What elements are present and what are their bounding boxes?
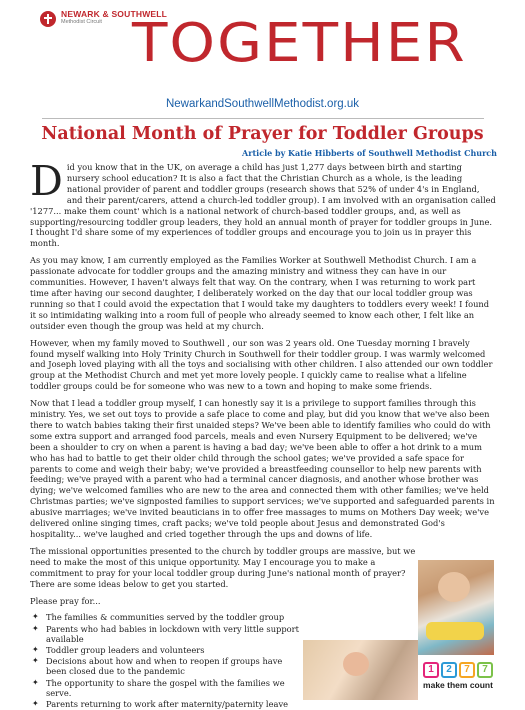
digit-box: 7 — [477, 662, 493, 678]
list-item: ✦ The opportunity to share the gospel with the families we serve. — [30, 678, 300, 698]
prayer-list — [30, 612, 300, 709]
logo-subtitle: Methodist Circuit — [61, 18, 102, 25]
masthead — [40, 8, 500, 80]
divider — [42, 118, 484, 119]
paragraph: However, when my family moved to Southwell , our son was 2 years old. One Tuesday morning I bravely found myself walking into Holy Trinity Church in Southwell for their toddler group. I was warmly welcomed and Joseph loved playing with all the toys and socialising with other children. I also attended our own toddler group at the Methodist Church and met yet more lovely people. I quickly came to realise what a lifeline toddler groups could be for someone who was new to a town and hoping to make some friends. — [30, 337, 493, 392]
digit-box: 7 — [459, 662, 475, 678]
baby-photo — [303, 640, 418, 700]
logo-label: make them count — [423, 680, 493, 690]
website-link[interactable]: NewarkandSouthwellMethodist.org.uk — [165, 98, 360, 110]
list-item: ✦ Toddler group leaders and volunteers — [30, 645, 300, 655]
article-byline: Article by Katie Hibberts of Southwell Methodist Church — [242, 148, 497, 158]
list-item: ✦ Decisions about how and when to reopen if groups have been closed due to the pandemic — [30, 656, 300, 676]
logo-name: NEWARK & SOUTHWELL — [61, 9, 168, 19]
list-item: ✦ Parents who had babies in lockdown with very little support available — [30, 624, 300, 644]
paragraph — [30, 157, 496, 249]
list-item: ✦ Parents returning to work after maternity/paternity leave — [30, 699, 300, 709]
paragraph-text: id you know that in the UK, on average a child has just 1,277 days between birth and starting nursery school education? It is also a fact that the Christian Church as a whole, is the leading national provider of parent and toddler groups (research shows that 52% of under 4's in England, and their parent/carers, attend a church-led toddler group). I am involved with an organisation called '1277... make them count' which is a national network of church-based toddler groups, and, as well as supporting/resourcing toddler group leaders, they hold an annual month of prayer for toddler groups in June. I thought I'd share some of my experiences of toddler groups and encourage you to join us in prayer this month. — [30, 162, 496, 249]
drop-cap: D — [30, 157, 63, 205]
toddler-photo — [418, 560, 494, 655]
article-headline: National Month of Prayer for Toddler Groups — [41, 124, 484, 144]
cross-circle-icon — [40, 11, 56, 27]
prayer-intro: Please pray for... — [30, 595, 101, 606]
newsletter-title: TOGETHER — [132, 11, 467, 74]
list-item: ✦ The families & communities served by the toddler group — [30, 612, 300, 622]
digit-box: 2 — [441, 662, 457, 678]
paragraph: The missional opportunities presented to the church by toddler groups are massive, but we need to make the most of this unique opportunity. May I encourage you to make a commitment to pray for your local toddler group during June's national month of prayer? There are some ideas below to get you started. — [30, 545, 416, 589]
digit-box: 1 — [423, 662, 439, 678]
make-them-count-logo — [420, 662, 496, 690]
paragraph: As you may know, I am currently employed as the Families Worker at Southwell Methodist Church. I am a passionate advocate for toddler groups and the amazing ministry and witness they can have in our communities. However, I haven't always felt that way. On the contrary, when I was returning to work part time after having our second daughter, I deliberately worked on the day that our local toddler group was running so that I could avoid the expectation that I would take my daughters to toddlers every week! I found it so intimidating walking into a room full of people who already seemed to know each other, I felt like an outsider even though the group was held at my church. — [30, 255, 490, 331]
paragraph: Now that I lead a toddler group myself, I can honestly say it is a privilege to support families through this ministry. Yes, we set out toys to provide a safe place to come and play, but did you know that we've also been there to watch babies taking their first unaided steps? We've been able to identify families who could do with some extra support and arranged food parcels, meals and even Nursery Equipment to be delivered; we've been a shoulder to cry on when a parent is having a bad day; we've been able to offer a hot drink to a mum who has had to battle to get their older child through the school gates; we've provided a safe space for parents to come and weigh their baby; we've provided a breastfeeding counsellor to help new parents with feeding; we've prayed with a parent who had a terminal cancer diagnosis, and another whose brother was dying; we've welcomed families who are new to the area and connected them with other families; we've held Christmas parties; we've signposted families to support services; we've supported and safeguarded parents in abusive marriages; we've invited beauticians in to offer free massages to mums on Mothers Day week; we've delivered online singing times, craft packs; we've told people about Jesus and demonstrated God's hospitality... we've laughed and cried together through the ups and downs of life. — [30, 398, 495, 539]
